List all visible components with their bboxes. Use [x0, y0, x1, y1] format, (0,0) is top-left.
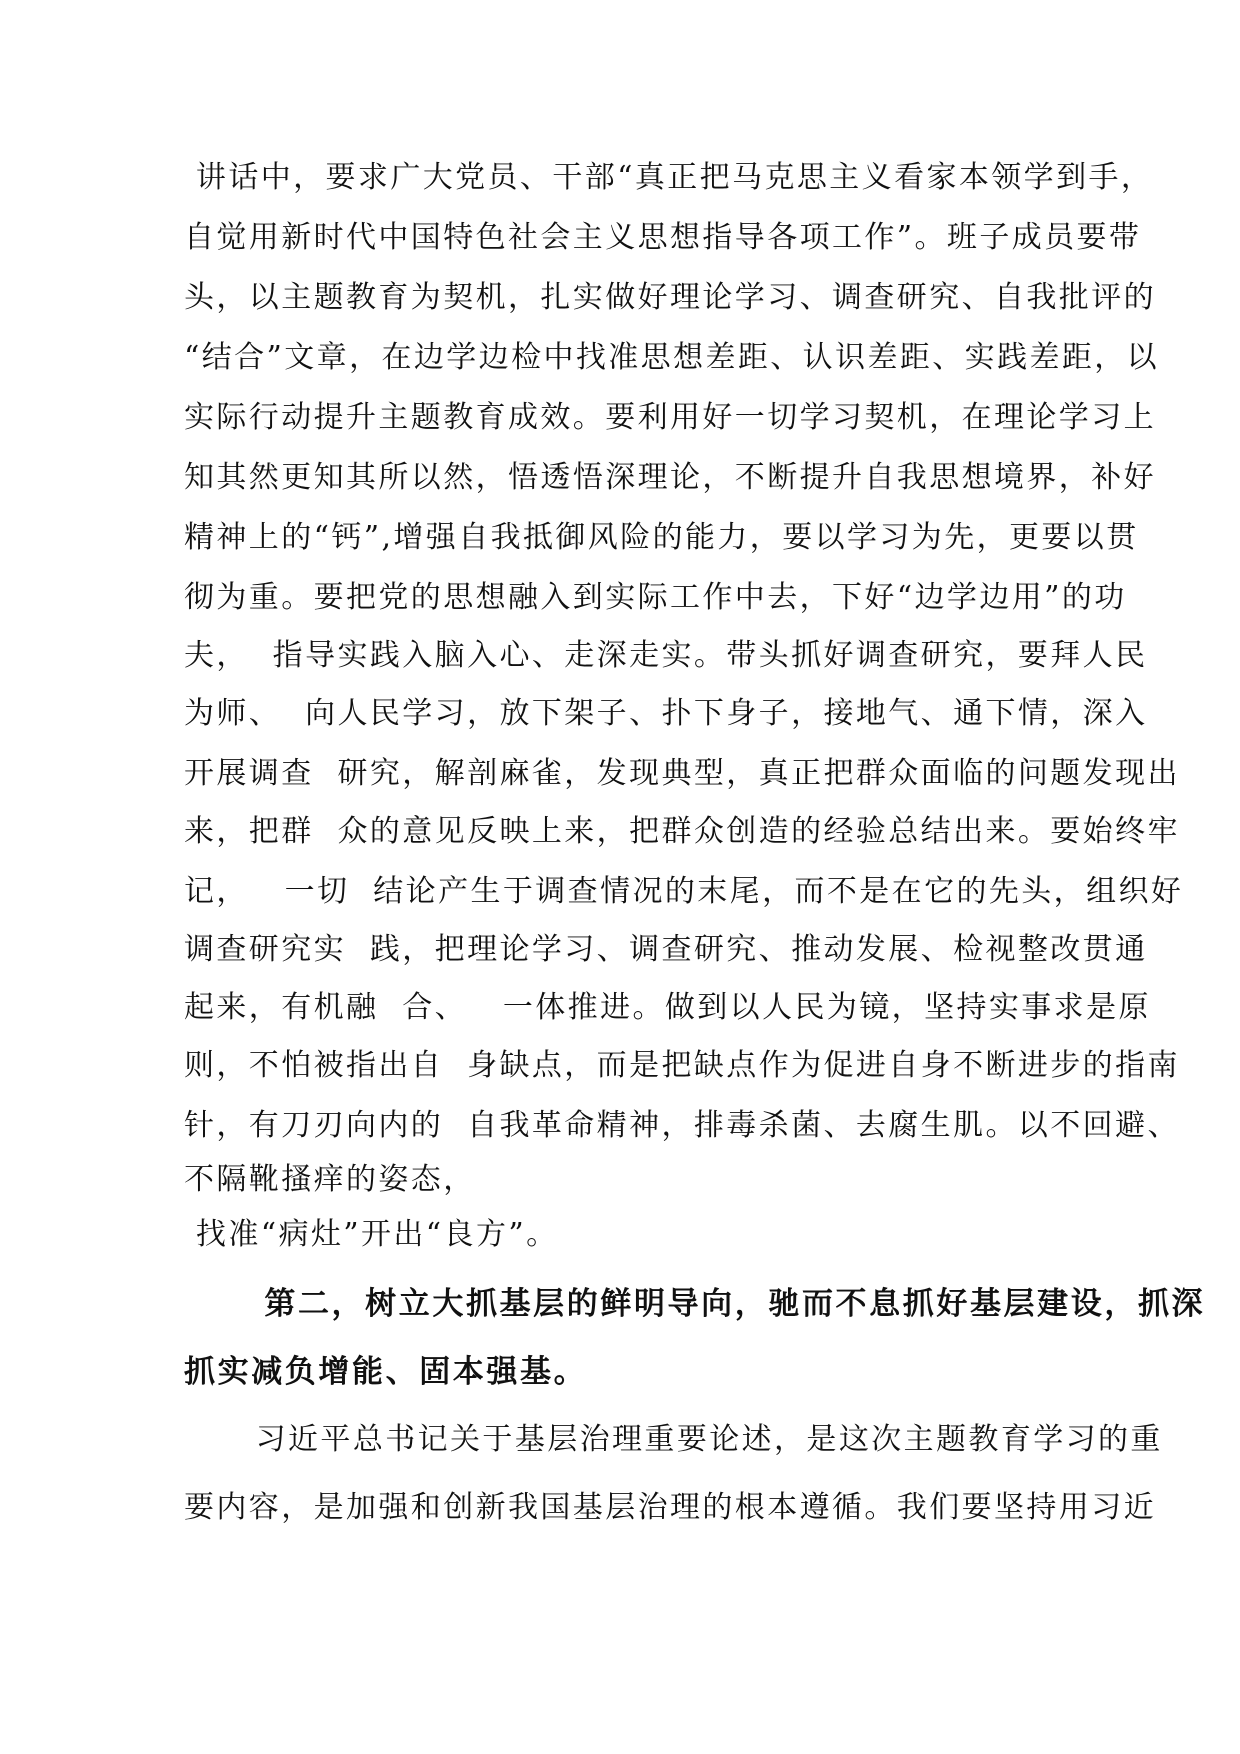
text-line: 自觉用新时代中国特色社会主义思想指导各项工作”。班子成员要带	[184, 220, 1142, 255]
text-line: 调查研究实 践，把理论学习、调查研究、推动发展、检视整改贯通	[184, 932, 1148, 967]
text-line: 精神上的“钙”,增强自我抵御风险的能力，要以学习为先，更要以贯	[184, 520, 1139, 555]
text-line: 找准“病灶”开出“良方”。	[184, 1217, 559, 1252]
text-line: 为师、 向人民学习，放下架子、扑下身子，接地气、通下情，深入	[184, 696, 1148, 731]
text-line: 讲话中，要求广大党员、干部“真正把马克思主义看家本领学到手，	[184, 160, 1154, 195]
text-line: 夫， 指导实践入脑入心、走深走实。带头抓好调查研究，要拜人民	[184, 638, 1148, 673]
text-line: 针，有刀刃向内的 自我革命精神，排毒杀菌、去腐生肌。以不回避、	[184, 1108, 1180, 1143]
text-line: 来，把群 众的意见反映上来，把群众创造的经验总结出来。要始终牢	[184, 814, 1180, 849]
text-line: 习近平总书记关于基层治理重要论述，是这次主题教育学习的重	[184, 1422, 1163, 1457]
section-heading: 第二，树立大抓基层的鲜明导向，驰而不息抓好基层建设，抓深	[184, 1286, 1206, 1322]
text-line: 实际行动提升主题教育成效。要利用好一切学习契机，在理论学习上	[184, 400, 1156, 435]
text-line: 彻为重。要把党的思想融入到实际工作中去，下好“边学边用”的功	[184, 580, 1127, 615]
text-line: 记， 一切 结论产生于调查情况的末尾，而不是在它的先头，组织好	[184, 874, 1184, 909]
text-line: “结合”文章，在边学边检中找准思想差距、认识差距、实践差距，以	[184, 340, 1160, 375]
text-line: 知其然更知其所以然，悟透悟深理论，不断提升自我思想境界，补好	[184, 460, 1156, 495]
text-line: 起来，有机融 合、 一体推进。做到以人民为镜，坚持实事求是原	[184, 990, 1151, 1025]
text-line: 头，以主题教育为契机，扎实做好理论学习、调查研究、自我批评的	[184, 280, 1156, 315]
text-line: 不隔靴搔痒的姿态，	[184, 1162, 476, 1197]
section-heading: 抓实减负增能、固本强基。	[184, 1354, 588, 1390]
text-line: 要内容，是加强和创新我国基层治理的根本遵循。我们要坚持用习近	[184, 1490, 1156, 1525]
text-line: 则，不怕被指出自 身缺点，而是把缺点作为促进自身不断进步的指南	[184, 1048, 1180, 1083]
text-line: 开展调查 研究，解剖麻雀，发现典型，真正把群众面临的问题发现出	[184, 756, 1180, 791]
